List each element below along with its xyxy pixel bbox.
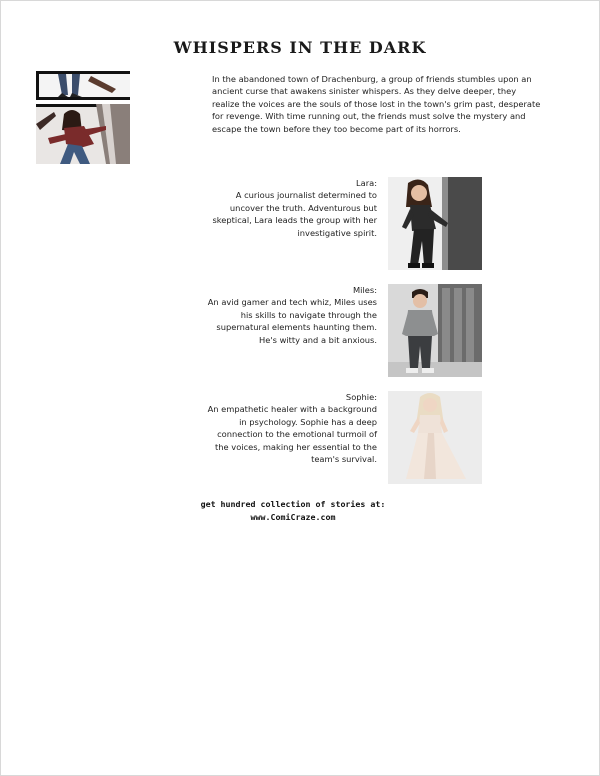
character-card-miles [205,284,377,346]
character-image-miles [388,284,482,377]
website-link[interactable]: www.ComiCraze.com [250,512,336,522]
character-card-lara [205,177,377,239]
footer-promo [200,498,386,524]
comic-thumbnail-bottom [36,104,130,164]
character-image-lara [388,177,482,270]
character-name: Lara: [356,178,377,188]
character-image-sophie [388,391,482,484]
character-card-sophie [205,391,377,465]
story-intro: In the abandoned town of Drachenburg, a group of friends stumbles upon an ancient curse that awakens sinister whispers. As they delve deeper, they realize the voices are the souls of those lost in the town's grim past, desperate for revenge. With time running out, the friends must solve the mystery and escape the town before they too become part of its horrors. [212,74,541,134]
page-title: WHISPERS IN THE DARK [173,38,427,57]
character-description: An avid gamer and tech whiz, Miles uses his skills to navigate through the supernatural elements haunting them. He's witty and a bit anxious. [207,297,377,345]
character-description: An empathetic healer with a background in psychology. Sophie has a deep connection to the emotional turmoil of the voices, making her essential to the team's survival. [207,404,377,465]
character-name: Miles: [353,285,377,295]
footer-text: get hundred collection of stories at: [200,499,386,509]
character-description: A curious journalist determined to uncover the truth. Adventurous but skeptical, Lara leads the group with her investigative spirit. [212,190,377,238]
character-name: Sophie: [345,392,377,402]
comic-thumbnail-top [36,71,130,100]
